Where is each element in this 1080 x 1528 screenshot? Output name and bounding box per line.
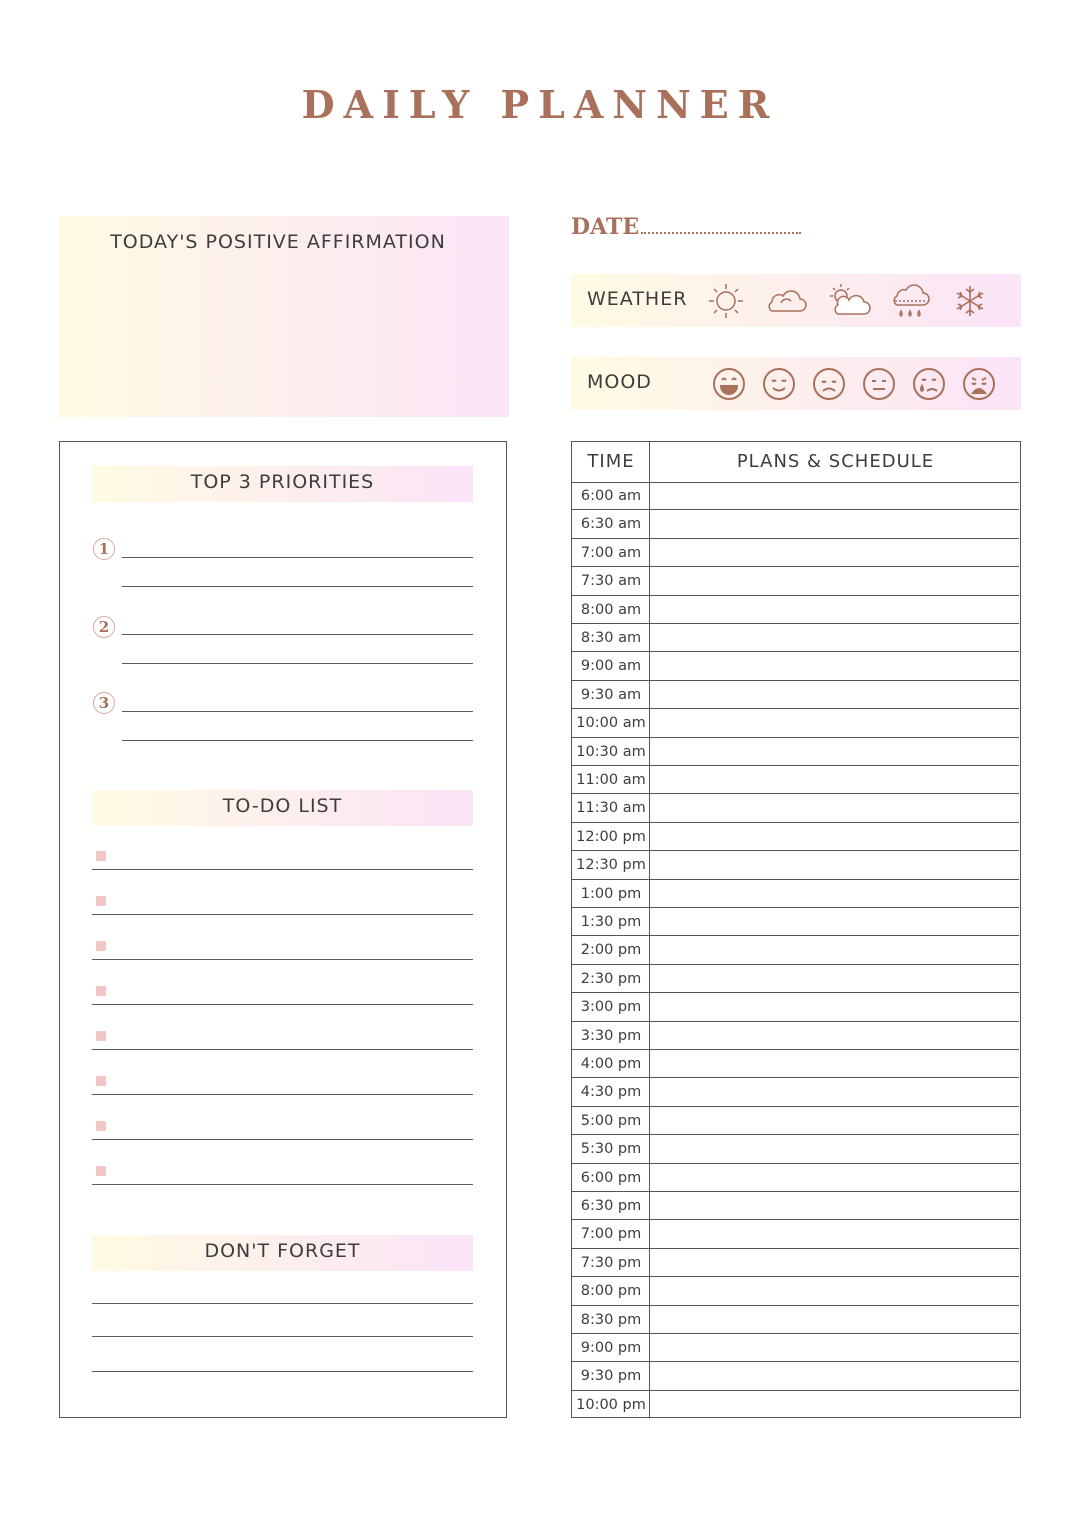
sun-icon[interactable] — [706, 281, 746, 321]
crying-face-icon[interactable] — [911, 366, 947, 402]
content-face-icon[interactable] — [761, 366, 797, 402]
time-slot-label: 7:00 pm — [580, 1226, 642, 1243]
time-slot-label: 10:00 pm — [576, 1396, 646, 1413]
dont-forget-line[interactable] — [92, 1303, 473, 1304]
weather-bar — [571, 274, 1021, 327]
todo-line[interactable] — [92, 869, 473, 870]
time-slot-label: 9:30 am — [580, 686, 642, 703]
schedule-row[interactable] — [572, 1249, 1019, 1277]
date-dotted-line — [641, 212, 801, 234]
priority-line[interactable] — [122, 663, 473, 664]
schedule-row[interactable] — [572, 936, 1019, 964]
priority-line[interactable] — [122, 711, 473, 712]
todo-checkbox[interactable] — [96, 1031, 106, 1041]
schedule-row[interactable] — [572, 681, 1019, 709]
time-slot-label: 7:30 pm — [580, 1254, 642, 1271]
schedule-row[interactable] — [572, 794, 1019, 822]
schedule-row[interactable] — [572, 993, 1019, 1021]
priority-number: 1 — [93, 538, 115, 560]
weather-label: WEATHER — [587, 288, 688, 310]
todo-checkbox[interactable] — [96, 1166, 106, 1176]
schedule-header — [572, 442, 1019, 483]
cloud-icon[interactable] — [764, 281, 808, 321]
time-slot-label: 5:00 pm — [580, 1112, 642, 1129]
schedule-row[interactable] — [572, 1362, 1019, 1390]
upset-face-icon[interactable] — [961, 366, 997, 402]
schedule-row[interactable] — [572, 1135, 1019, 1163]
time-slot-label: 4:30 pm — [580, 1084, 642, 1101]
schedule-row[interactable] — [572, 1391, 1019, 1419]
affirmation-label: TODAY'S POSITIVE AFFIRMATION — [110, 231, 446, 253]
todo-line[interactable] — [92, 1184, 473, 1185]
schedule-row[interactable] — [572, 510, 1019, 538]
time-slot-label: 2:30 pm — [580, 970, 642, 987]
schedule-row[interactable] — [572, 766, 1019, 794]
laughing-face-icon[interactable] — [711, 366, 747, 402]
time-slot-label: 7:30 am — [580, 573, 642, 590]
time-slot-label: 10:30 am — [576, 743, 646, 760]
todo-line[interactable] — [92, 914, 473, 915]
dont-forget-line[interactable] — [92, 1371, 473, 1372]
todo-line[interactable] — [92, 1049, 473, 1050]
time-slot-label: 8:30 pm — [580, 1311, 642, 1328]
time-slot-label: 6:00 pm — [580, 1169, 642, 1186]
schedule-row[interactable] — [572, 1277, 1019, 1305]
schedule-row[interactable] — [572, 1220, 1019, 1248]
schedule-row[interactable] — [572, 1164, 1019, 1192]
date-field[interactable] — [571, 212, 801, 240]
weather-icons — [706, 279, 990, 323]
time-slot-label: 6:00 am — [580, 488, 642, 504]
schedule-row[interactable] — [572, 1334, 1019, 1362]
time-slot-label: 9:00 pm — [580, 1340, 642, 1356]
time-slot-label: 11:00 am — [576, 772, 646, 788]
time-slot-label: 5:30 pm — [580, 1141, 642, 1158]
todo-line[interactable] — [92, 1004, 473, 1005]
schedule-row[interactable] — [572, 1022, 1019, 1050]
schedule-table — [571, 441, 1021, 1418]
schedule-row[interactable] — [572, 1050, 1019, 1078]
time-slot-label: 1:30 pm — [580, 914, 642, 930]
time-slot-label: 7:00 am — [580, 544, 642, 561]
priorities-heading: TOP 3 PRIORITIES — [92, 466, 473, 502]
mood-label: MOOD — [587, 371, 652, 393]
time-slot-label: 12:00 pm — [576, 828, 646, 845]
priority-line[interactable] — [122, 740, 473, 741]
mood-bar — [571, 357, 1021, 410]
time-slot-label: 9:30 pm — [580, 1368, 642, 1385]
time-slot-label: 3:30 pm — [580, 1027, 642, 1044]
date-label: DATE — [571, 214, 640, 240]
todo-checkbox[interactable] — [96, 851, 106, 861]
schedule-row[interactable] — [572, 539, 1019, 567]
affirmation-box[interactable] — [59, 216, 509, 417]
priority-line[interactable] — [122, 557, 473, 558]
schedule-row[interactable] — [572, 596, 1019, 624]
time-slot-label: 3:00 pm — [580, 999, 642, 1016]
todo-checkbox[interactable] — [96, 1076, 106, 1086]
time-slot-label: 11:30 am — [576, 800, 646, 817]
schedule-row[interactable] — [572, 851, 1019, 879]
schedule-row[interactable] — [572, 482, 1019, 510]
todo-checkbox[interactable] — [96, 986, 106, 996]
schedule-row[interactable] — [572, 1107, 1019, 1135]
time-slot-label: 8:00 am — [580, 601, 642, 618]
mood-icons — [711, 362, 997, 406]
dont-forget-line[interactable] — [92, 1336, 473, 1337]
todo-checkbox[interactable] — [96, 1121, 106, 1131]
schedule-row[interactable] — [572, 567, 1019, 595]
time-slot-label: 2:00 pm — [580, 942, 642, 959]
time-slot-label: 8:30 am — [580, 630, 642, 646]
time-slot-label: 4:00 pm — [580, 1056, 642, 1072]
priority-number: 2 — [93, 616, 115, 638]
todo-line[interactable] — [92, 1094, 473, 1095]
sad-face-icon[interactable] — [811, 366, 847, 402]
time-slot-label: 1:00 pm — [580, 885, 642, 902]
todo-line[interactable] — [92, 1139, 473, 1140]
schedule-row[interactable] — [572, 652, 1019, 680]
schedule-row[interactable] — [572, 965, 1019, 993]
time-slot-label: 12:30 pm — [576, 857, 646, 874]
todo-checkbox[interactable] — [96, 941, 106, 951]
time-slot-label: 6:30 am — [580, 516, 642, 533]
time-slot-label: 8:00 pm — [580, 1283, 642, 1300]
schedule-row[interactable] — [572, 823, 1019, 851]
time-slot-label: 10:00 am — [576, 715, 646, 732]
time-slot-label: 6:30 pm — [580, 1198, 642, 1214]
todo-heading: TO-DO LIST — [92, 790, 473, 826]
left-panel — [59, 441, 507, 1418]
dont-forget-heading: DON'T FORGET — [92, 1235, 473, 1271]
page-title: DAILY PLANNER — [301, 82, 779, 127]
plans-column-header: PLANS & SCHEDULE — [736, 451, 935, 472]
schedule-row[interactable] — [572, 624, 1019, 652]
rain-icon[interactable] — [890, 281, 932, 321]
snowflake-icon[interactable] — [950, 281, 990, 321]
neutral-face-icon[interactable] — [861, 366, 897, 402]
schedule-row[interactable] — [572, 709, 1019, 737]
priority-line[interactable] — [122, 586, 473, 587]
todo-checkbox[interactable] — [96, 896, 106, 906]
time-column-header: TIME — [587, 451, 635, 472]
priority-line[interactable] — [122, 634, 473, 635]
schedule-row[interactable] — [572, 880, 1019, 908]
todo-line[interactable] — [92, 959, 473, 960]
schedule-row[interactable] — [572, 738, 1019, 766]
partly-cloudy-icon[interactable] — [826, 281, 872, 321]
time-slot-label: 9:00 am — [580, 658, 642, 675]
schedule-row[interactable] — [572, 1192, 1019, 1220]
schedule-row[interactable] — [572, 1078, 1019, 1106]
schedule-row[interactable] — [572, 1306, 1019, 1334]
schedule-row[interactable] — [572, 908, 1019, 936]
priority-number: 3 — [93, 692, 115, 714]
